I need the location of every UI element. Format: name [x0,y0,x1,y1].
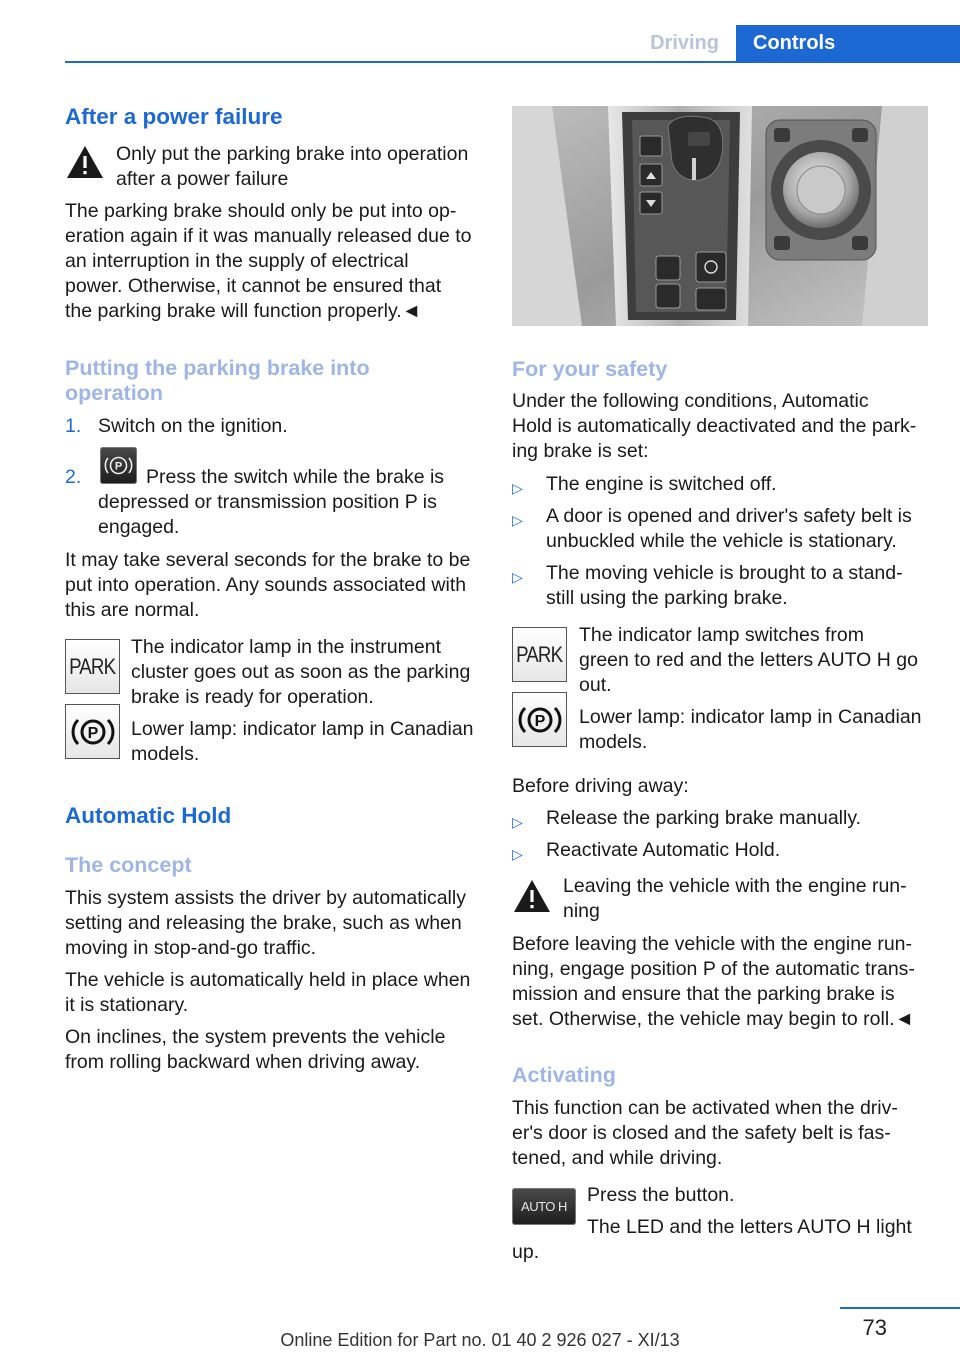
concept-body-line: setting and releasing the brake, such as when [65,912,462,934]
concept-body-line: The vehicle is automatically held in place when [65,969,471,991]
canadian-lamp-text: models. [131,743,200,765]
safety-item: A door is opened and driver's safety belt is [546,505,912,527]
svg-text:P: P [534,712,545,730]
step-number: 1. [65,415,82,437]
power-failure-body-line: eration again if it was manually released due to [65,225,472,247]
page-number: 73 [862,1315,887,1340]
warning-body-line: mission and ensure that the parking brake is [512,983,895,1005]
warning-body-line: Before leaving the vehicle with the engine run- [512,933,912,955]
park-indicator-lamp-icon [65,639,120,694]
park-lamp-text: green to red and the letters AUTO H go [579,649,918,671]
power-failure-warning-line1: Only put the parking brake into operation [116,143,469,165]
header-rule [65,61,960,63]
park-lamp-text: The indicator lamp switches from [579,624,865,646]
activating-body-line: tened, and while driving. [512,1147,723,1169]
concept-heading: The concept [65,853,192,877]
canadian-parking-lamp-icon [512,692,567,747]
safety-body-line: ing brake is set: [512,440,649,462]
before-driving-text: Before driving away: [512,775,689,797]
park-lamp-text: cluster goes out as soon as the parking [131,661,471,683]
step-number: 2. [65,466,82,488]
safety-heading: For your safety [512,357,668,381]
bullet-triangle-icon: ▷ [512,480,523,496]
power-failure-body-line: power. Otherwise, it cannot be ensured that [65,275,442,297]
power-failure-warning-line2: after a power failure [116,168,289,190]
power-failure-body-line: an interruption in the supply of electrical [65,250,409,272]
warning-triangle-icon [65,144,105,180]
bullet-triangle-icon: ▷ [512,814,523,830]
safety-item: The moving vehicle is brought to a stand- [546,562,903,584]
concept-body-line: it is stationary. [65,994,189,1016]
activating-body-line: er's door is closed and the safety belt is fas- [512,1122,891,1144]
center-console-photo [512,106,928,326]
park-lamp-label: PARK [516,642,563,667]
warning-body-line: set. Otherwise, the vehicle may begin to roll.◄ [512,1008,914,1030]
step-text: engaged. [98,516,180,538]
concept-body-line: moving in stop-and-go traffic. [65,937,317,959]
automatic-hold-heading: Automatic Hold [65,803,232,828]
safety-item: still using the parking brake. [546,587,788,609]
canadian-parking-lamp-icon [65,704,120,759]
press-button-text: Press the button. [587,1184,735,1206]
step-text: Press the switch while the brake is [146,466,445,488]
warning-body-line: ning, engage position P of the automatic trans- [512,958,915,980]
delay-body-line: this are normal. [65,599,200,621]
safety-item: unbuckled while the vehicle is stationary. [546,530,897,552]
delay-body-line: It may take several seconds for the brake to be [65,549,471,571]
park-lamp-text: The indicator lamp in the instrument [131,636,441,658]
activating-heading: Activating [512,1063,616,1087]
putting-heading-line2: operation [65,381,163,405]
step-text: Switch on the ignition. [98,415,288,437]
led-text-line1: The LED and the letters AUTO H light [587,1216,912,1238]
canadian-lamp-text: Lower lamp: indicator lamp in Canadian [579,706,922,728]
safety-item: The engine is switched off. [546,473,777,495]
engine-warning-line1: Leaving the vehicle with the engine run- [563,875,907,897]
svg-text:P: P [114,460,123,473]
warning-triangle-icon [512,878,552,914]
delay-body-line: put into operation. Any sounds associated with [65,574,467,596]
putting-heading-line1: Putting the parking brake into [65,356,370,380]
power-failure-body-line: The parking brake should only be put into op- [65,200,457,222]
concept-body-line: This system assists the driver by automatically [65,887,466,909]
footer-rule [840,1307,960,1309]
concept-body-line: from rolling backward when driving away. [65,1051,421,1073]
header-tabs [633,25,960,62]
bullet-triangle-icon: ▷ [512,846,523,862]
tab-controls[interactable]: Controls [736,25,960,62]
svg-text:P: P [87,724,98,742]
auto-h-label: AUTO H [521,1199,567,1214]
auto-h-button-icon [512,1188,576,1225]
park-lamp-label: PARK [69,654,116,679]
concept-body-line: On inclines, the system prevents the vehicle [65,1026,446,1048]
edition-footer: Online Edition for Part no. 01 40 2 926 027 - XI/13 [280,1330,680,1350]
park-lamp-text: brake is ready for operation. [131,686,374,708]
bullet-triangle-icon: ▷ [512,569,523,585]
canadian-lamp-text: Lower lamp: indicator lamp in Canadian [131,718,474,740]
step-text: depressed or transmission position P is [98,491,437,513]
park-indicator-lamp-icon [512,627,567,682]
bullet-triangle-icon: ▷ [512,512,523,528]
parking-brake-switch-icon [100,447,137,484]
led-text-line2: up. [512,1241,540,1263]
before-item: Release the parking brake manually. [546,807,862,829]
park-lamp-text: out. [579,674,612,696]
safety-body-line: Under the following conditions, Automatic [512,390,869,412]
power-failure-body-line: the parking brake will function properly.◄ [65,300,422,322]
power-failure-heading: After a power failure [65,104,283,129]
safety-body-line: Hold is automatically deactivated and the park- [512,415,917,437]
before-item: Reactivate Automatic Hold. [546,839,781,861]
canadian-lamp-text: models. [579,731,648,753]
tab-driving[interactable]: Driving [650,32,719,54]
engine-warning-line2: ning [563,900,600,922]
activating-body-line: This function can be activated when the driv- [512,1097,898,1119]
